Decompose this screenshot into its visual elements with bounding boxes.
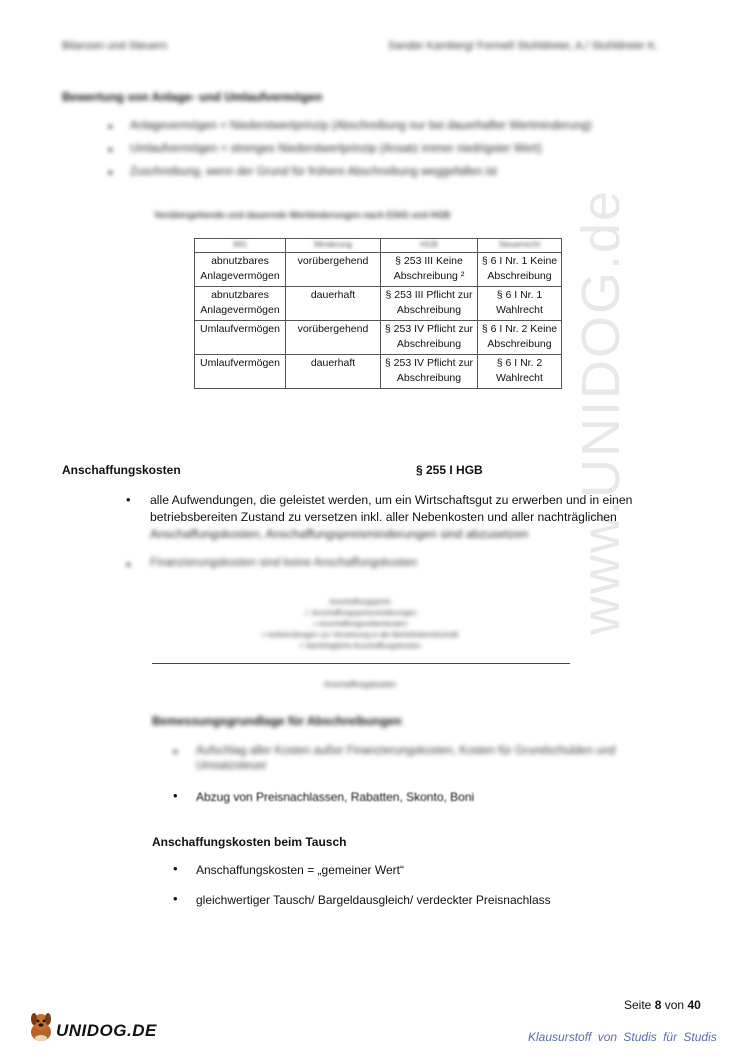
unidog-logo[interactable] [24,1010,157,1049]
table-row [195,321,562,355]
bemessung-bullet: Abzug von Preisnachlassen, Rabatten, Skonto, Boni [196,790,475,804]
list-item: • Umlaufvermögen = strenges Niederstwertprinzip (Ansatz immer niedrigster Wert) [108,143,592,166]
formula-block [150,596,570,651]
tausch-bullet: Anschaffungskosten = „gemeiner Wert“ [196,863,404,877]
section-title-anschaffungskosten: Anschaffungskosten [62,463,181,477]
bullet-dot: • [173,788,178,803]
formula-result: Anschaffungskosten [324,680,396,689]
table-header-cell: HGB [381,239,478,253]
formula-line: Anschaffungspreis [329,597,391,606]
formula-line: + Anschaffungsnebenkosten [312,619,408,628]
bullet-dot: • [173,744,178,759]
section-title-bewertung: Bewertung von Anlage- und Umlaufvermögen [62,90,323,104]
section-reference: § 255 I HGB [416,463,483,477]
bewertung-list [108,120,592,189]
anschaffungskosten-bullet: Finanzierungskosten sind keine Anschaffungskosten [150,557,418,569]
table-row [195,253,562,287]
table-cell: § 6 I Nr. 2 Keine Abschreibung [478,321,562,355]
logo-text: UNIDOG.DE [56,1021,157,1040]
anschaffungskosten-bullet: alle Aufwendungen, die geleistet werden, um ein Wirtschaftsgut zu erwerben und in einen betriebsbereiten Zustand zu versetzen inkl. aller Nebenkosten und aller nachträglichen Anschaffungskosten, Anschaffungspreisminderungen sind abzusetzen [150,493,633,541]
table-header-cell: WG [195,239,286,253]
table-cell: § 253 III Keine Abschreibung ² [381,253,478,287]
bullet-dot: • [173,861,178,876]
section-title-bemessung: Bemessungsgrundlage für Abschreibungen [152,714,402,728]
dog-icon [24,1010,60,1044]
list-item: • Zuschreibung, wenn der Grund für frühere Abschreibung weggefallen ist [108,166,592,189]
bullet-dot: • [126,557,131,572]
table-header-cell: Minderung [286,239,381,253]
table-cell: § 6 I Nr. 1 Wahlrecht [478,287,562,321]
table-cell: Umlaufvermögen [195,355,286,389]
table-cell: dauerhaft [286,355,381,389]
table-caption: Vorübergehende und dauernde Wertänderungen nach EStG und HGB [154,210,451,220]
table-cell: Umlaufvermögen [195,321,286,355]
bullet-dot: • [126,492,131,507]
header-left: Bilanzen und Steuern [62,40,168,52]
tausch-bullet: gleichwertiger Tausch/ Bargeldausgleich/ verdeckter Preisnachlass [196,893,551,907]
list-item: • Anlagevermögen = Niederstwertprinzip (Abschreibung nur bei dauerhafter Wertminderung) [108,120,592,143]
table-cell: § 253 IV Pflicht zur Abschreibung [381,355,478,389]
page-number: Seite 8 von 40 [624,998,701,1012]
table-row [195,355,562,389]
valuation-table [194,238,562,389]
table-cell: abnutzbares Anlagevermögen [195,253,286,287]
formula-divider [152,663,570,664]
table-cell: vorübergehend [286,253,381,287]
table-cell: vorübergehend [286,321,381,355]
table-cell: § 253 III Pflicht zur Abschreibung [381,287,478,321]
table-cell: § 253 IV Pflicht zur Abschreibung [381,321,478,355]
table-cell: dauerhaft [286,287,381,321]
table-cell: abnutzbares Anlagevermögen [195,287,286,321]
table-row [195,287,562,321]
formula-line: + Nachträgliche Anschaffungskosten [299,641,421,650]
bemessung-bullet: Aufschlag aller Kosten außer Finanzierungskosten, Kosten für Grundschulden und Umsatzsteuer [196,745,616,772]
table-cell: § 6 I Nr. 1 Keine Abschreibung [478,253,562,287]
bullet-dot: • [173,891,178,906]
section-title-tausch: Anschaffungskosten beim Tausch [152,835,347,849]
watermark: www.UNIDOG.de [571,188,631,635]
formula-line: + Aufwendungen zur Versetzung in die Betriebsbereitschaft [261,630,459,639]
header-right: Sander Kamberg/ Formell Stuhldreier, A./ Stuhldreier K. [388,40,659,52]
table-cell: § 6 I Nr. 2 Wahlrecht [478,355,562,389]
formula-line: ./. Anschaffungspreisminderungen [303,608,417,617]
footer-tagline: Klausurstoff von Studis für Studis [528,1030,717,1044]
table-header-cell: Steuerrecht [478,239,562,253]
